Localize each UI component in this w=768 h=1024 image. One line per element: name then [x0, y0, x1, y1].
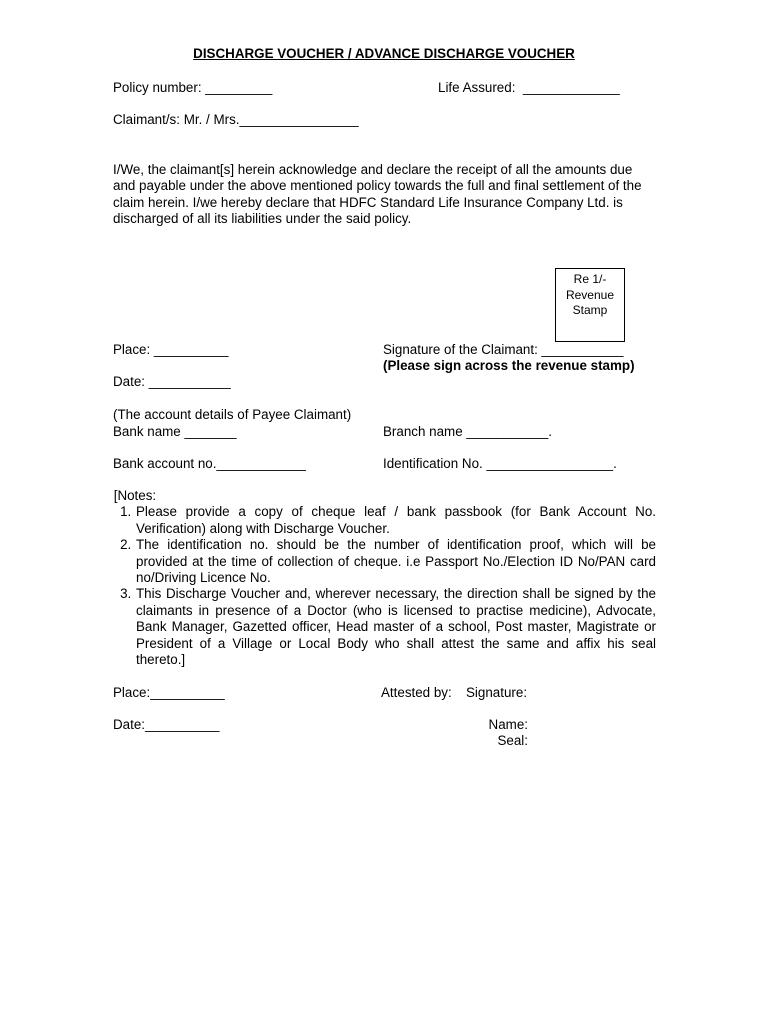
bank-account-no-field: Bank account no.____________ [113, 456, 306, 471]
date-field: Date: ___________ [113, 374, 231, 389]
attestation-date-field: Date:__________ [113, 717, 220, 732]
attestation-place-field: Place:__________ [113, 685, 225, 700]
attestation-name-label: Name: [488, 717, 528, 732]
bank-name-field: Bank name _______ [113, 424, 237, 439]
attestation-seal-label: Seal: [497, 733, 528, 748]
account-details-heading: (The account details of Payee Claimant) [113, 407, 352, 422]
stamp-line-3: Stamp [572, 303, 608, 317]
place-field: Place: __________ [113, 342, 229, 357]
note-item: 3. This Discharge Voucher and, wherever necessary, the direction shall be signed by the claimants in presence of a Doctor (who is licensed to practise medicine), Advocate, Bank Manager, Gazetted officer, Head master of a school, Post master, Magistrate or President of a Village or Local Body who shall attest the same and affix his seal thereto.] [135, 586, 656, 668]
life-assured-field: Life Assured: _____________ [438, 80, 620, 95]
note-item: 2. The identification no. should be the number of identification proof, which will be provided at the time of collection of cheque. i.e Passport No./Election ID No/PAN card no/Driving Licence No. [135, 537, 656, 586]
identification-no-field: Identification No. _________________. [383, 456, 617, 471]
revenue-stamp-box [555, 268, 625, 342]
notes-list [110, 504, 656, 668]
notes-heading: [Notes: [110, 488, 157, 503]
branch-name-field: Branch name ___________. [383, 424, 553, 439]
policy-number-field: Policy number: _________ [113, 80, 273, 95]
stamp-line-1: Re 1/- [573, 272, 607, 286]
note-item: 1. Please provide a copy of cheque leaf / bank passbook (for Bank Account No. Verification) along with Discharge Voucher. [135, 504, 656, 537]
attestation-signature-label: Signature: [466, 685, 528, 700]
stamp-line-2: Revenue [565, 287, 615, 302]
notes-section [110, 488, 656, 668]
document-title: DISCHARGE VOUCHER / ADVANCE DISCHARGE VOUCHER [193, 46, 575, 61]
claimant-field: Claimant/s: Mr. / Mrs.________________ [113, 112, 359, 127]
declaration-paragraph: I/We, the claimant[s] herein acknowledge and declare the receipt of all the amounts due and payable under the above mentioned policy towards the full and final settlement of the claim herein. I/we hereby declare that HDFC Standard Life Insurance Company Ltd. is discharged of all its liabilities under the said policy. [113, 162, 642, 227]
claimant-signature-field: Signature of the Claimant: ___________ [383, 342, 624, 357]
attested-by-label: Attested by: [381, 685, 452, 700]
sign-across-stamp-note: (Please sign across the revenue stamp) [383, 358, 635, 373]
